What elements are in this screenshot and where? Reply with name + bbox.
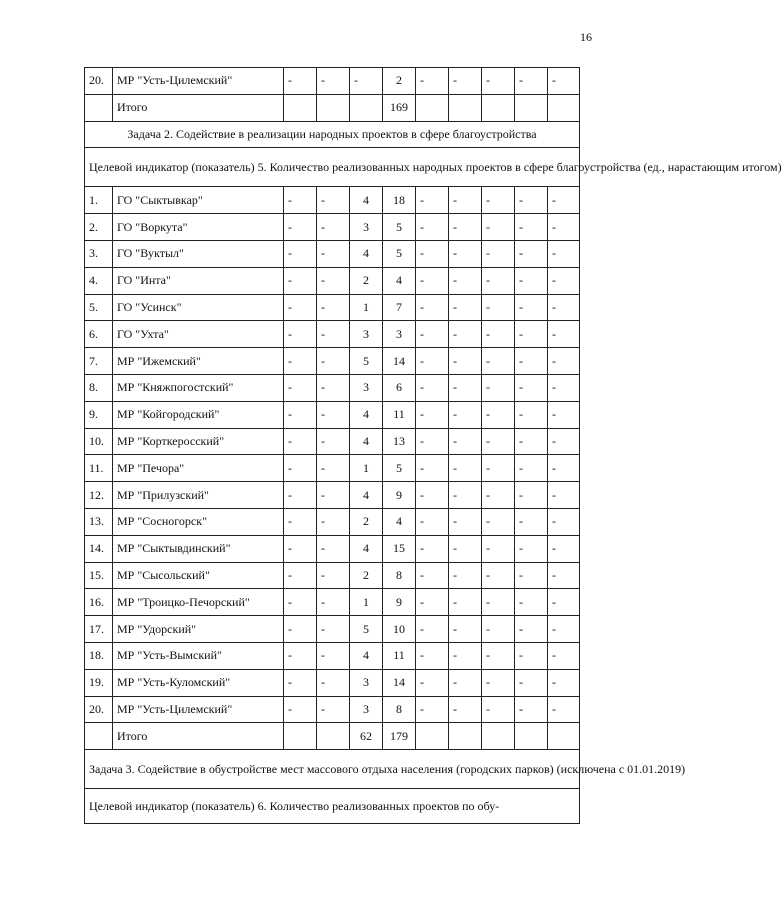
- cell: -: [416, 616, 449, 643]
- cell: -: [515, 696, 548, 723]
- cell: -: [416, 535, 449, 562]
- cell: -: [416, 589, 449, 616]
- cell: -: [284, 642, 317, 669]
- cell: -: [416, 696, 449, 723]
- row-number: 20.: [85, 68, 113, 95]
- table-row: [85, 642, 580, 669]
- total-value: 179: [383, 723, 416, 750]
- cell: -: [284, 240, 317, 267]
- cell: -: [284, 187, 317, 214]
- municipality-name: МР "Удорский": [113, 616, 284, 643]
- cell: -: [482, 294, 515, 321]
- cell: 4: [350, 401, 383, 428]
- table-row: [85, 267, 580, 294]
- cell: 9: [383, 482, 416, 509]
- task3-row: [85, 750, 580, 789]
- cell: 1: [350, 589, 383, 616]
- row-number: 7.: [85, 348, 113, 375]
- cell: 5: [350, 348, 383, 375]
- table-row: [85, 535, 580, 562]
- cell: 15: [383, 535, 416, 562]
- row-number: [85, 94, 113, 121]
- task-2-heading: Задача 2. Содействие в реализации народных проектов в сфере благоустройства: [85, 121, 580, 148]
- cell: 3: [350, 669, 383, 696]
- table-row: [85, 374, 580, 401]
- cell: -: [449, 589, 482, 616]
- municipality-name: ГО "Инта": [113, 267, 284, 294]
- municipality-name: МР "Койгородский": [113, 401, 284, 428]
- table-row: [85, 294, 580, 321]
- cell: -: [548, 321, 580, 348]
- cell: 5: [383, 455, 416, 482]
- cell: -: [284, 535, 317, 562]
- cell: 4: [350, 642, 383, 669]
- row-number: 4.: [85, 267, 113, 294]
- table-row: [85, 428, 580, 455]
- municipality-name: МР "Усть-Цилемский": [113, 696, 284, 723]
- cell: -: [515, 616, 548, 643]
- cell: -: [317, 642, 350, 669]
- cell: -: [317, 562, 350, 589]
- cell: -: [548, 696, 580, 723]
- cell: -: [548, 214, 580, 241]
- cell: -: [284, 616, 317, 643]
- cell: -: [317, 214, 350, 241]
- cell: -: [449, 616, 482, 643]
- cell: -: [416, 669, 449, 696]
- cell: 3: [350, 696, 383, 723]
- cell: -: [416, 562, 449, 589]
- table-row: [85, 455, 580, 482]
- cell: -: [449, 401, 482, 428]
- municipality-name: ГО "Воркута": [113, 214, 284, 241]
- row-number: 14.: [85, 535, 113, 562]
- cell: -: [515, 240, 548, 267]
- cell: 11: [383, 401, 416, 428]
- cell: -: [284, 348, 317, 375]
- cell: 2: [350, 562, 383, 589]
- cell: [284, 723, 317, 750]
- municipality-name: МР "Печора": [113, 455, 284, 482]
- cell: [515, 94, 548, 121]
- cell: -: [482, 68, 515, 95]
- total-value: 62: [350, 723, 383, 750]
- row-number: 16.: [85, 589, 113, 616]
- cell: -: [548, 642, 580, 669]
- cell: -: [482, 214, 515, 241]
- cell: 9: [383, 589, 416, 616]
- indicator-6-heading: Целевой индикатор (показатель) 6. Количество реализованных проектов по обу-: [85, 789, 580, 824]
- cell: -: [350, 68, 383, 95]
- cell: -: [515, 321, 548, 348]
- cell: 5: [383, 214, 416, 241]
- cell: [350, 94, 383, 121]
- cell: -: [548, 374, 580, 401]
- cell: -: [317, 428, 350, 455]
- cell: -: [317, 589, 350, 616]
- total-label: Итого: [113, 723, 284, 750]
- cell: -: [515, 401, 548, 428]
- cell: -: [416, 294, 449, 321]
- cell: -: [548, 455, 580, 482]
- indicator6-row: [85, 789, 580, 824]
- cell: -: [416, 68, 449, 95]
- cell: -: [284, 68, 317, 95]
- cell: -: [416, 455, 449, 482]
- cell: -: [515, 267, 548, 294]
- cell: -: [515, 68, 548, 95]
- cell: 3: [350, 214, 383, 241]
- cell: -: [416, 508, 449, 535]
- cell: -: [515, 642, 548, 669]
- cell: 4: [350, 482, 383, 509]
- cell: 11: [383, 642, 416, 669]
- cell: -: [449, 68, 482, 95]
- cell: -: [449, 562, 482, 589]
- municipality-name: МР "Усть-Куломский": [113, 669, 284, 696]
- table-row: [85, 589, 580, 616]
- cell: -: [449, 669, 482, 696]
- cell: 14: [383, 348, 416, 375]
- cell: -: [284, 428, 317, 455]
- cell: -: [317, 508, 350, 535]
- row-number: 5.: [85, 294, 113, 321]
- cell: -: [482, 562, 515, 589]
- cell: -: [449, 374, 482, 401]
- row-number: 6.: [85, 321, 113, 348]
- cell: -: [515, 589, 548, 616]
- cell: -: [515, 294, 548, 321]
- cell: -: [548, 267, 580, 294]
- cell: -: [548, 535, 580, 562]
- cell: -: [482, 240, 515, 267]
- cell: 3: [350, 321, 383, 348]
- cell: -: [317, 294, 350, 321]
- cell: -: [515, 428, 548, 455]
- cell: [284, 94, 317, 121]
- cell: -: [317, 240, 350, 267]
- cell: [482, 723, 515, 750]
- cell: -: [449, 535, 482, 562]
- table-row: [85, 562, 580, 589]
- cell: -: [548, 482, 580, 509]
- cell: -: [482, 535, 515, 562]
- cell: -: [284, 214, 317, 241]
- cell: -: [548, 616, 580, 643]
- table-row: [85, 508, 580, 535]
- municipality-name: МР "Княжпогостский": [113, 374, 284, 401]
- cell: 2: [350, 508, 383, 535]
- municipality-name: МР "Сыктывдинский": [113, 535, 284, 562]
- cell: -: [482, 455, 515, 482]
- cell: -: [317, 267, 350, 294]
- row-number: 18.: [85, 642, 113, 669]
- table-row: [85, 401, 580, 428]
- cell: -: [284, 374, 317, 401]
- cell: -: [449, 696, 482, 723]
- cell: 7: [383, 294, 416, 321]
- cell: -: [317, 321, 350, 348]
- municipality-name: МР "Сосногорск": [113, 508, 284, 535]
- cell: -: [317, 616, 350, 643]
- cell: 8: [383, 562, 416, 589]
- cell: -: [482, 696, 515, 723]
- cell: 18: [383, 187, 416, 214]
- cell: -: [416, 214, 449, 241]
- cell: -: [515, 669, 548, 696]
- cell: -: [482, 642, 515, 669]
- cell: -: [449, 642, 482, 669]
- cell: 1: [350, 455, 383, 482]
- municipality-name: ГО "Ухта": [113, 321, 284, 348]
- cell: -: [317, 68, 350, 95]
- cell: -: [482, 348, 515, 375]
- row-number: 9.: [85, 401, 113, 428]
- municipality-name: МР "Усть-Вымский": [113, 642, 284, 669]
- cell: -: [482, 508, 515, 535]
- cell: 6: [383, 374, 416, 401]
- cell: 4: [383, 508, 416, 535]
- cell: -: [449, 455, 482, 482]
- cell: 4: [350, 240, 383, 267]
- cell: -: [548, 240, 580, 267]
- row-number: 12.: [85, 482, 113, 509]
- cell: -: [548, 562, 580, 589]
- cell: -: [317, 401, 350, 428]
- cell: [449, 94, 482, 121]
- page-number: 16: [580, 30, 592, 44]
- municipality-name: МР "Корткеросский": [113, 428, 284, 455]
- indicator-5-heading: Целевой индикатор (показатель) 5. Количество реализованных народных проектов в сфере благоустройства (ед., нарастающим итогом): [85, 148, 580, 187]
- cell: -: [482, 374, 515, 401]
- municipality-name: МР "Прилузский": [113, 482, 284, 509]
- cell: [515, 723, 548, 750]
- cell: -: [317, 374, 350, 401]
- cell: -: [284, 482, 317, 509]
- cell: 5: [350, 616, 383, 643]
- table-row: [85, 214, 580, 241]
- cell: -: [317, 187, 350, 214]
- total-row: [85, 723, 580, 750]
- cell: -: [317, 348, 350, 375]
- table-row: [85, 696, 580, 723]
- cell: -: [416, 187, 449, 214]
- cell: -: [416, 401, 449, 428]
- cell: -: [284, 321, 317, 348]
- cell: -: [515, 348, 548, 375]
- cell: -: [482, 267, 515, 294]
- cell: -: [416, 321, 449, 348]
- row-number: 11.: [85, 455, 113, 482]
- cell: -: [482, 616, 515, 643]
- row-number: 13.: [85, 508, 113, 535]
- cell: -: [449, 214, 482, 241]
- cell: 8: [383, 696, 416, 723]
- table-row: [85, 482, 580, 509]
- row-number: 1.: [85, 187, 113, 214]
- table-row: [85, 187, 580, 214]
- cell: -: [515, 535, 548, 562]
- cell: -: [482, 589, 515, 616]
- cell: [85, 723, 113, 750]
- cell: -: [548, 187, 580, 214]
- cell: -: [515, 214, 548, 241]
- indicator5-row: [85, 148, 580, 187]
- cell: -: [548, 508, 580, 535]
- top-total-row: [85, 94, 580, 121]
- cell: -: [284, 696, 317, 723]
- cell: -: [317, 455, 350, 482]
- total-value: 169: [383, 94, 416, 121]
- table-row: [85, 669, 580, 696]
- cell: -: [515, 482, 548, 509]
- cell: [548, 94, 580, 121]
- cell: 2: [350, 267, 383, 294]
- cell: [317, 723, 350, 750]
- cell: [449, 723, 482, 750]
- cell: -: [482, 428, 515, 455]
- cell: -: [317, 535, 350, 562]
- cell: -: [284, 267, 317, 294]
- cell: -: [548, 428, 580, 455]
- municipality-name: МР "Усть-Цилемский": [113, 68, 284, 95]
- row-number: 8.: [85, 374, 113, 401]
- row-number: 17.: [85, 616, 113, 643]
- cell: [548, 723, 580, 750]
- cell: -: [416, 240, 449, 267]
- cell: 4: [350, 535, 383, 562]
- cell: -: [515, 455, 548, 482]
- municipality-name: МР "Сысольский": [113, 562, 284, 589]
- cell: -: [482, 482, 515, 509]
- cell: -: [548, 294, 580, 321]
- cell: -: [482, 187, 515, 214]
- cell: -: [482, 401, 515, 428]
- cell: 5: [383, 240, 416, 267]
- cell: -: [482, 321, 515, 348]
- cell: -: [317, 696, 350, 723]
- indicator-table: [84, 67, 782, 824]
- cell: -: [284, 294, 317, 321]
- cell: -: [284, 401, 317, 428]
- cell: -: [284, 455, 317, 482]
- cell: -: [449, 267, 482, 294]
- cell: -: [515, 374, 548, 401]
- cell: -: [449, 240, 482, 267]
- cell: -: [416, 642, 449, 669]
- cell: [416, 94, 449, 121]
- cell: -: [317, 669, 350, 696]
- cell: 1: [350, 294, 383, 321]
- cell: 10: [383, 616, 416, 643]
- top-row-20: [85, 68, 580, 95]
- cell: -: [416, 267, 449, 294]
- municipality-name: МР "Троицко-Печорский": [113, 589, 284, 616]
- cell: -: [515, 562, 548, 589]
- row-number: 3.: [85, 240, 113, 267]
- task2-row: [85, 121, 580, 148]
- cell: -: [548, 669, 580, 696]
- cell: 4: [350, 428, 383, 455]
- cell: -: [548, 589, 580, 616]
- cell: 2: [383, 68, 416, 95]
- cell: 4: [350, 187, 383, 214]
- cell: [416, 723, 449, 750]
- row-number: 19.: [85, 669, 113, 696]
- municipality-name: ГО "Усинск": [113, 294, 284, 321]
- cell: -: [416, 482, 449, 509]
- cell: -: [548, 401, 580, 428]
- cell: -: [482, 669, 515, 696]
- cell: 3: [383, 321, 416, 348]
- table-row: [85, 616, 580, 643]
- cell: -: [416, 428, 449, 455]
- cell: -: [449, 508, 482, 535]
- table-row: [85, 321, 580, 348]
- row-number: 2.: [85, 214, 113, 241]
- municipality-name: ГО "Сыктывкар": [113, 187, 284, 214]
- cell: 14: [383, 669, 416, 696]
- cell: -: [284, 669, 317, 696]
- cell: [482, 94, 515, 121]
- row-number: 20.: [85, 696, 113, 723]
- task-3-heading: Задача 3. Содействие в обустройстве мест массового отдыха населения (городских парков) (исключена с 01.01.2019): [85, 750, 580, 789]
- cell: -: [449, 482, 482, 509]
- municipality-name: ГО "Вуктыл": [113, 240, 284, 267]
- cell: 4: [383, 267, 416, 294]
- table-row: [85, 240, 580, 267]
- cell: -: [284, 508, 317, 535]
- cell: 13: [383, 428, 416, 455]
- municipality-name: МР "Ижемский": [113, 348, 284, 375]
- cell: -: [284, 589, 317, 616]
- cell: -: [317, 482, 350, 509]
- total-label: Итого: [113, 94, 284, 121]
- cell: [317, 94, 350, 121]
- cell: -: [449, 321, 482, 348]
- cell: -: [416, 374, 449, 401]
- cell: -: [449, 428, 482, 455]
- cell: -: [548, 348, 580, 375]
- cell: -: [449, 187, 482, 214]
- cell: -: [449, 294, 482, 321]
- row-number: 10.: [85, 428, 113, 455]
- cell: -: [449, 348, 482, 375]
- cell: -: [515, 508, 548, 535]
- cell: -: [284, 562, 317, 589]
- cell: -: [416, 348, 449, 375]
- cell: -: [548, 68, 580, 95]
- row-number: 15.: [85, 562, 113, 589]
- table-row: [85, 348, 580, 375]
- cell: 3: [350, 374, 383, 401]
- cell: -: [515, 187, 548, 214]
